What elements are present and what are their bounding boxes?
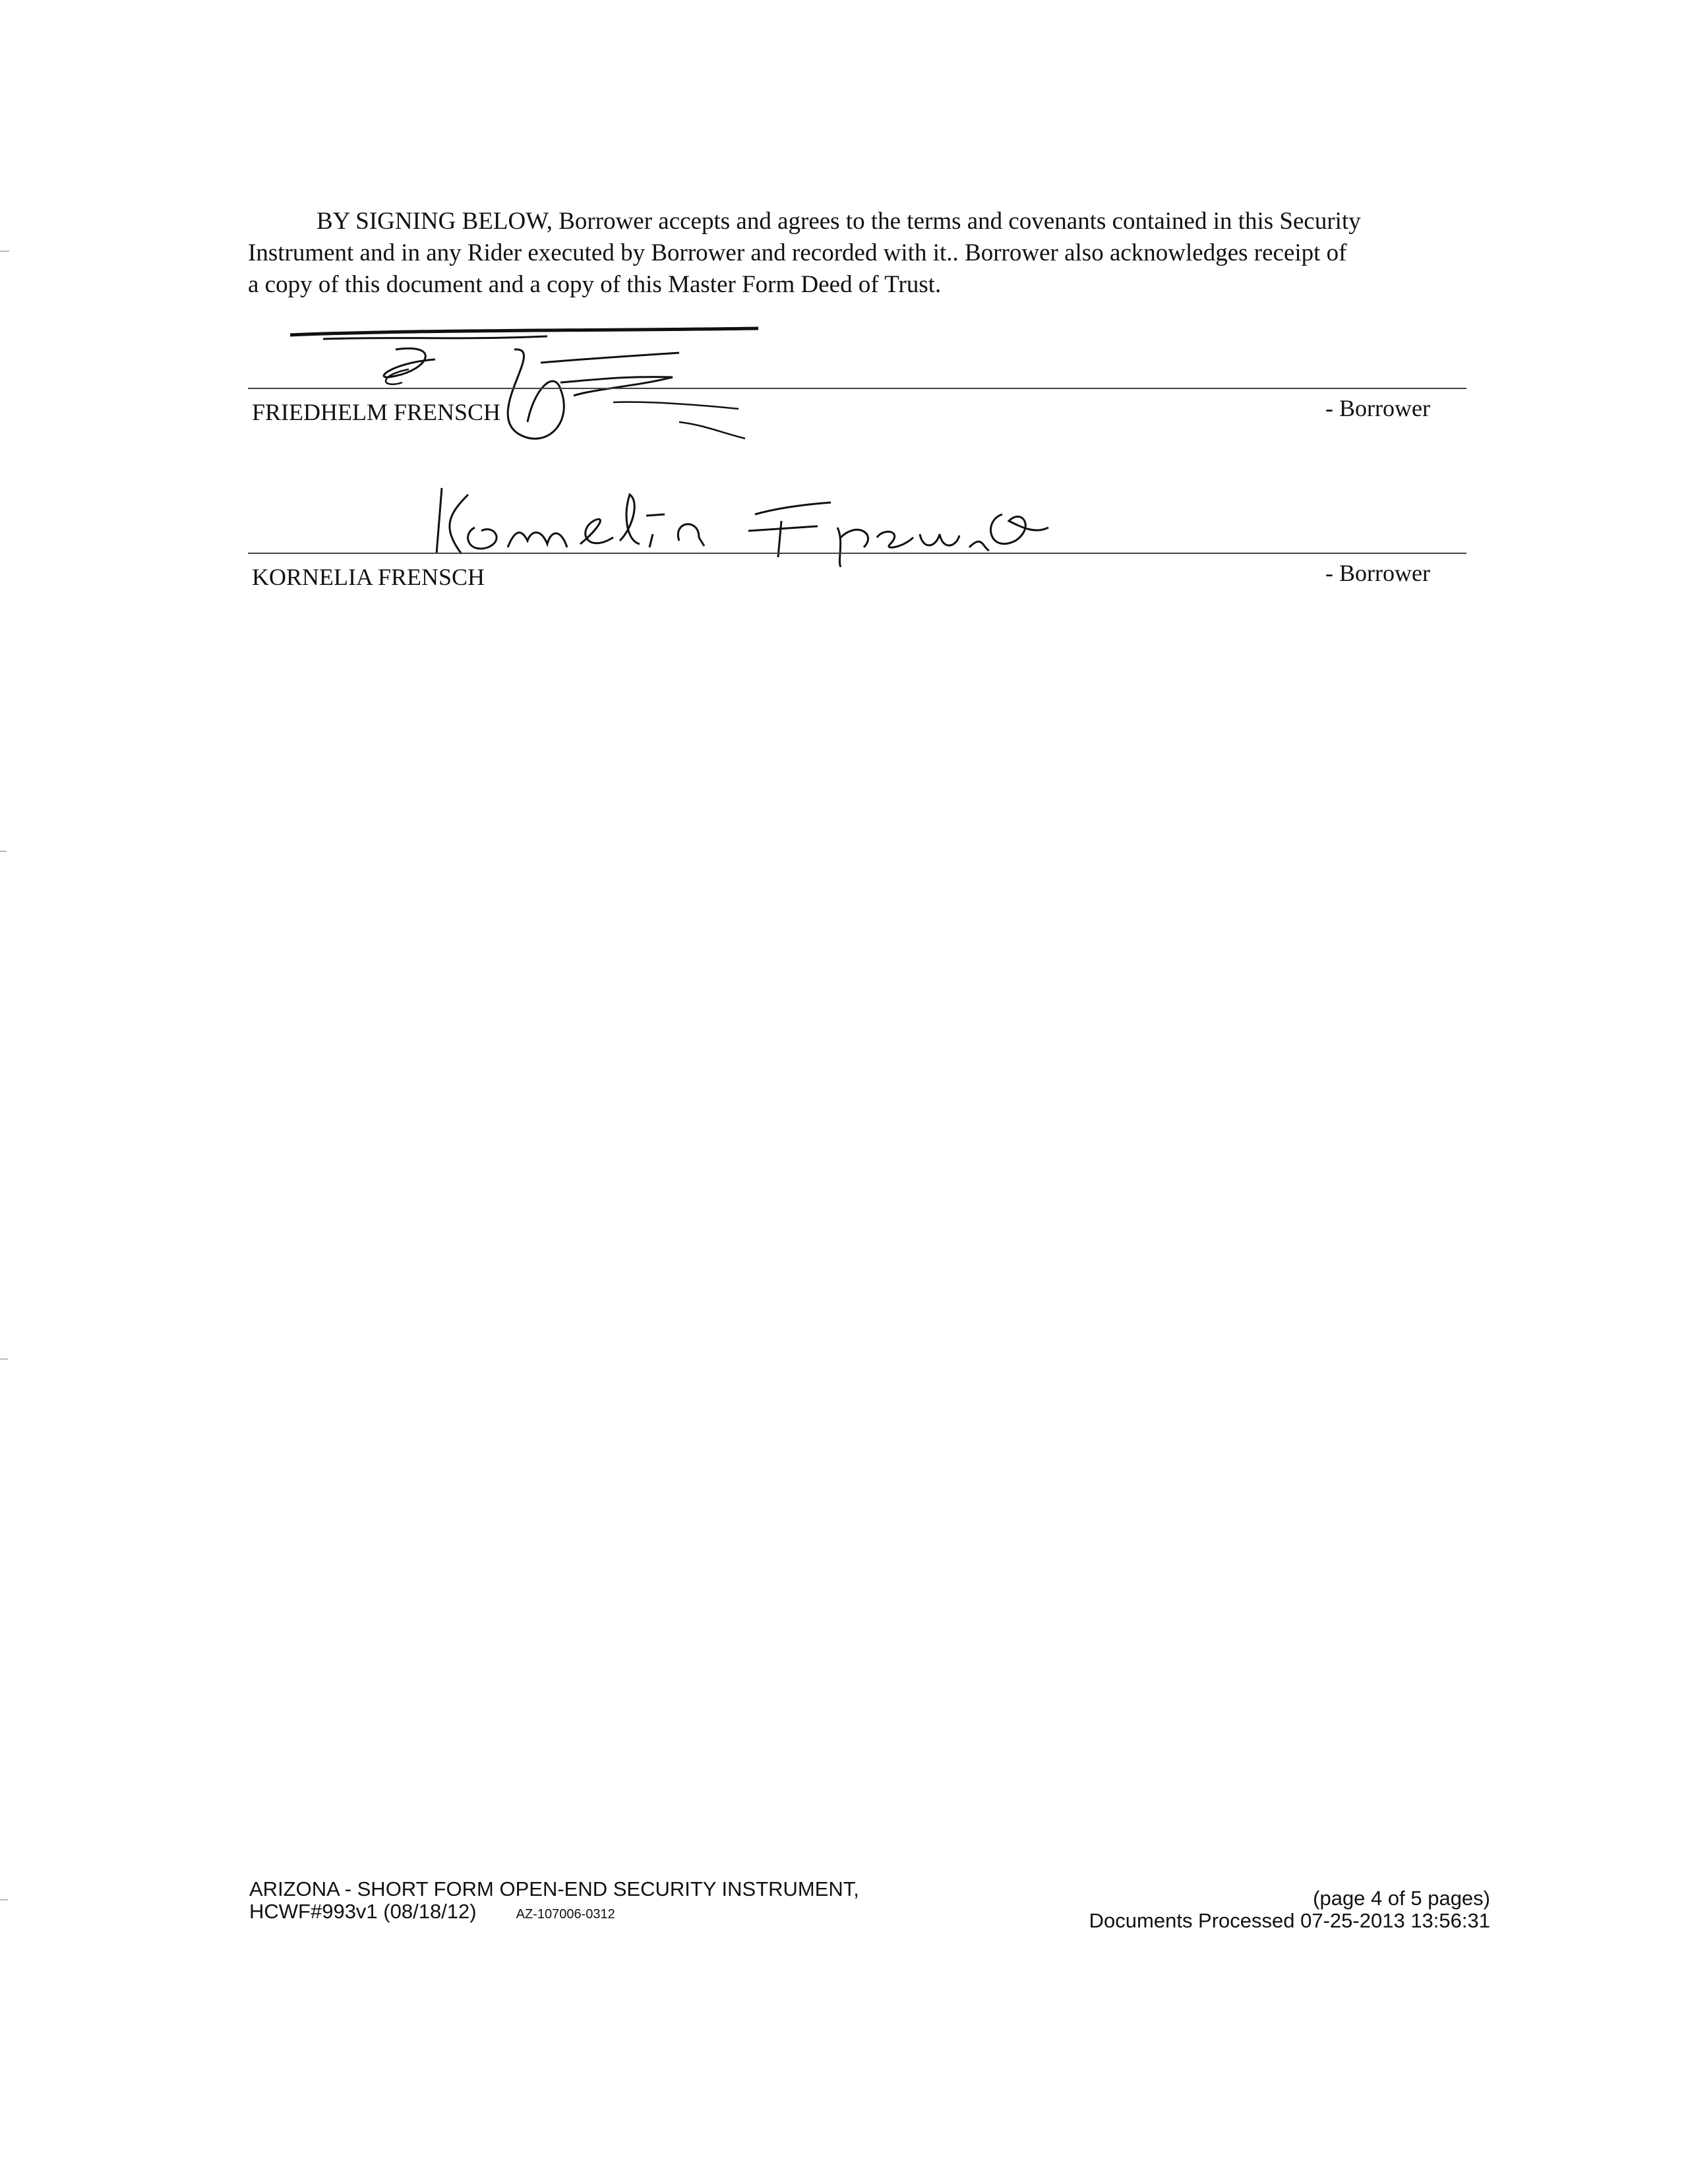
scan-artifact (0, 251, 9, 252)
statement-line-3: a copy of this document and a copy of this Master Form Deed of Trust. (248, 271, 942, 298)
scan-artifact (0, 1899, 8, 1900)
scan-artifact (0, 851, 7, 852)
signer-name-1: FRIEDHELM FRENSCH (252, 399, 501, 425)
statement-line-1: BY SIGNING BELOW, Borrower accepts and agrees to the terms and covenants contained in this Security (316, 208, 1361, 235)
footer-form-code: HCWF#993v1 (08/18/12) (249, 1900, 477, 1923)
footer-form-code-row (249, 1900, 859, 1926)
scan-artifact (0, 1358, 8, 1360)
statement-line-2: Instrument and in any Rider executed by Borrower and recorded with it.. Borrower also acknowledges receipt of (248, 239, 1347, 266)
signer-role-2: - Borrower (1325, 560, 1430, 586)
signature-line-1 (248, 388, 1466, 389)
signature-line-2 (248, 553, 1466, 554)
footer-form-info (249, 1878, 859, 1926)
footer-form-ref: AZ-107006-0312 (516, 1907, 615, 1922)
footer-form-title: ARIZONA - SHORT FORM OPEN-END SECURITY INSTRUMENT, (249, 1877, 859, 1900)
footer-processed-timestamp: Documents Processed 07-25-2013 13:56:31 (1089, 1909, 1490, 1932)
signature-friedhelm-icon (284, 323, 811, 455)
signature-statement (248, 206, 1488, 301)
footer-page-number: (page 4 of 5 pages) (1313, 1887, 1490, 1910)
signer-role-1: - Borrower (1325, 395, 1430, 421)
signer-name-2: KORNELIA FRENSCH (252, 564, 485, 590)
footer-page-info (1029, 1887, 1490, 1932)
